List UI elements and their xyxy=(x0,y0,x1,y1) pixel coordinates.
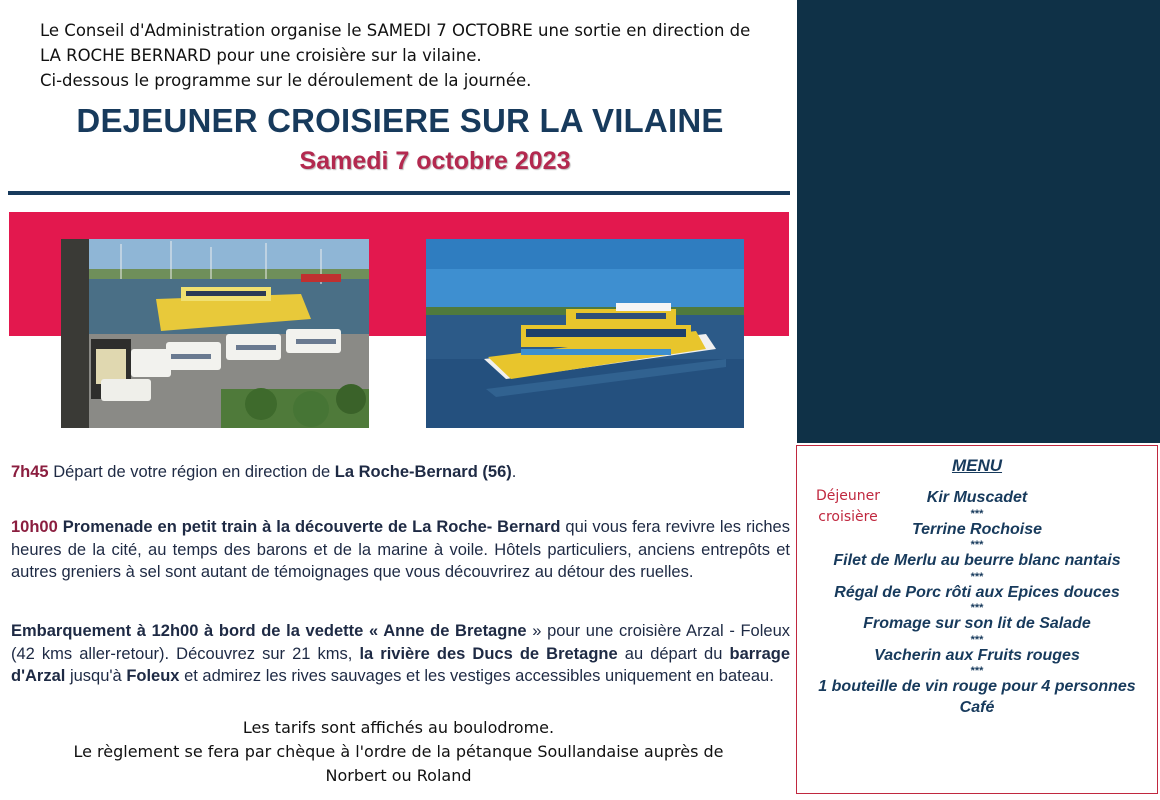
time-10h00: 10h00 xyxy=(11,518,58,536)
departure-end: . xyxy=(511,463,517,481)
menu-items xyxy=(797,488,1157,718)
cruise-text-d: et admirez les rives sauvages et les vestiges accessibles uniquement en bateau. xyxy=(179,667,774,685)
cruise-foleux: Foleux xyxy=(126,667,180,685)
menu-item-last: Café xyxy=(959,698,995,716)
page-subtitle: Samedi 7 octobre 2023 xyxy=(299,147,571,175)
menu-item: Fromage sur son lit de Salade xyxy=(863,615,1091,632)
train-text: qui vous fera revivre les riches heures de la cité, au temps des barons et de la marine à voile. Hôtels particuliers, anciens entrepôts et autres greniers à sel sont autant de témoignages que vous découvrirez au détour des ruelles. xyxy=(11,518,790,581)
intro-text xyxy=(40,18,780,93)
intro-line-3: Ci-dessous le programme sur le déroulement de la journée. xyxy=(40,71,532,90)
intro-line-1: Le Conseil d'Administration organise le SAMEDI 7 OCTOBRE une sortie en direction de xyxy=(40,21,751,40)
menu-label-line-1: Déjeuner xyxy=(815,488,880,504)
menu-separator: *** xyxy=(970,507,984,520)
title-divider xyxy=(8,191,790,195)
footer-line-3: Norbert ou Roland xyxy=(325,766,472,785)
train-title: Promenade en petit train à la découverte de La Roche- Bernard xyxy=(57,518,561,536)
program-item-7h45 xyxy=(11,461,790,484)
photo-little-train-harbor xyxy=(61,239,369,428)
departure-text: Départ de votre région en direction de xyxy=(48,463,335,481)
menu-separator: *** xyxy=(970,602,984,614)
time-7h45: 7h45 xyxy=(11,463,49,481)
footer-line-1: Les tarifs sont affichés au boulodrome. xyxy=(242,718,555,737)
menu-item: Filet de Merlu au beurre blanc nantais xyxy=(833,552,1121,569)
menu-separator: *** xyxy=(970,665,984,677)
cruise-dam: barrage d'Arzal xyxy=(11,644,791,685)
departure-place: La Roche-Bernard (56) xyxy=(334,463,512,481)
dark-side-panel xyxy=(797,0,1160,443)
menu-item: 1 bouteille de vin rouge pour 4 personnes xyxy=(818,678,1136,695)
footer-note xyxy=(0,716,797,788)
photo-cruise-boat xyxy=(426,239,744,428)
menu-item: Régal de Porc rôti aux Epices douces xyxy=(834,583,1120,601)
cruise-text-b: au départ du xyxy=(617,644,730,663)
menu-box xyxy=(796,445,1158,794)
intro-line-2: LA ROCHE BERNARD pour une croisière sur la vilaine. xyxy=(40,46,482,65)
menu-title: MENU xyxy=(951,456,1003,475)
page-title: DEJEUNER CROISIERE SUR LA VILAINE xyxy=(76,102,724,139)
menu-separator: *** xyxy=(970,539,984,551)
cruise-text-c: jusqu'à xyxy=(65,667,127,685)
cruise-title: Embarquement à 12h00 à bord de la vedette « Anne de Bretagne xyxy=(11,622,527,640)
menu-separator: *** xyxy=(970,633,984,646)
cruise-river: la rivière des Ducs de Bretagne xyxy=(359,644,618,663)
menu-item: Terrine Rochoise xyxy=(911,520,1043,538)
menu-item: Vacherin aux Fruits rouges xyxy=(874,646,1080,664)
program-item-10h00 xyxy=(11,516,790,584)
footer-line-2: Le règlement se fera par chèque à l'ordre de la pétanque Soullandaise auprès de xyxy=(73,742,724,761)
menu-label-line-2: croisière xyxy=(818,509,878,525)
program-item-cruise xyxy=(11,620,790,688)
menu-item: Kir Muscadet xyxy=(926,489,1028,506)
menu-separator: *** xyxy=(970,570,984,583)
cruise-text-a: » pour une croisière Arzal - Foleux (42 kms aller-retour). Découvrez sur 21 kms, xyxy=(11,622,790,663)
